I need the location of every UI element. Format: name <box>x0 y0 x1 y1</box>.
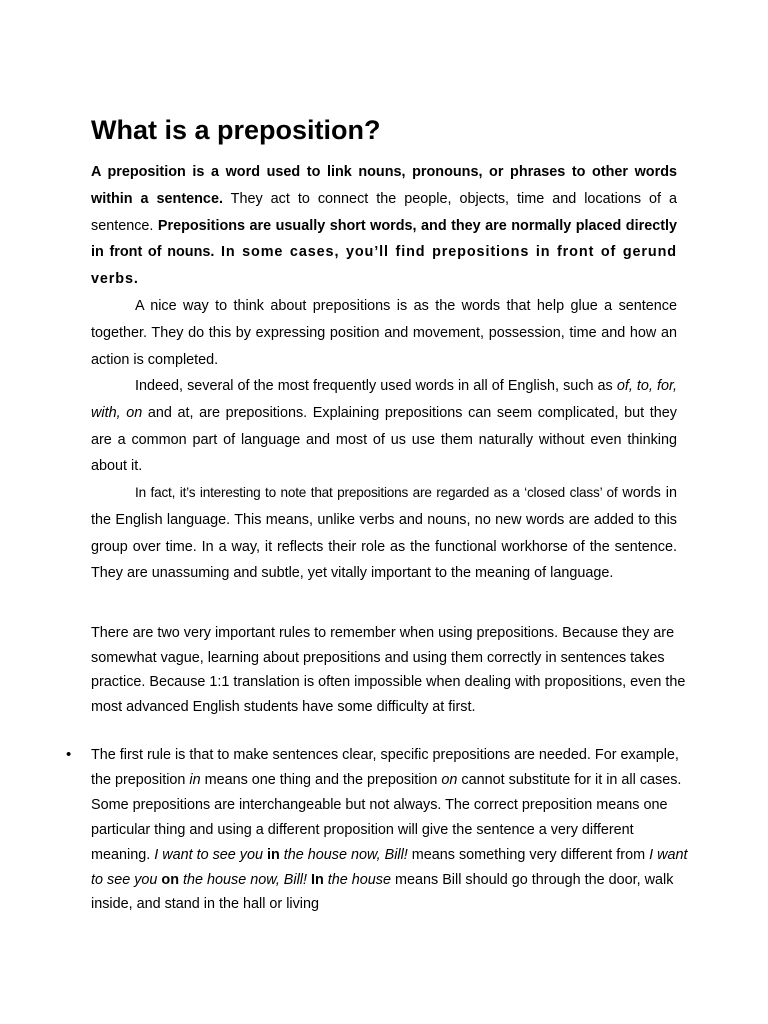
page-title: What is a preposition? <box>91 115 381 145</box>
intro-bold-gerund: In some cases, you’ll find prepositions in front of gerund verbs. <box>91 244 677 288</box>
rule-text-2: means one thing and the preposition <box>200 771 442 788</box>
example-italic-5: the house <box>323 871 392 888</box>
closed-class-text: words in the English language. This means, unlike verbs and nouns, no new words are added to this group over time. In a way, it reflects their role as the functional workhorse of the sentence. They are unassuming and subtle, yet vitally important to the meaning of language. <box>91 485 677 582</box>
intro-paragraph <box>91 159 677 293</box>
example-italic-2: the house now, Bill! <box>279 846 408 863</box>
frequent-text-1: Indeed, several of the most frequently used words in all of English, such as <box>135 378 617 394</box>
example-bold-on: on <box>161 871 179 888</box>
glue-paragraph: A nice way to think about prepositions is as the words that help glue a sentence together. They do this by expressing position and movement, possession, time and how an action is completed. <box>91 298 677 368</box>
frequent-text-2: and at, are prepositions. Explaining prepositions can seem complicated, but they are a common part of language and most of us use them naturally without even thinking about it. <box>91 404 677 475</box>
intro-bold-rule: Prepositions are usually short words, and they are normally placed directly in front of nouns. <box>91 217 677 261</box>
intro-bold-definition: A preposition is a word used to link nouns, pronouns, or phrases to other words within a sentence. <box>91 164 677 207</box>
first-rule-item <box>91 743 691 917</box>
rule-italic-on: on <box>441 771 458 788</box>
rules-paragraph: There are two very important rules to remember when using prepositions. Because they are somewhat vague, learning about prepositions and using them correctly in sentences takes practice. Because 1:1 translation is often impossible when dealing with propositions, even the most advanced English students have some difficulty at first. <box>91 625 686 715</box>
example-bold-in: in <box>267 846 280 863</box>
rule-text-1: The first rule is that to make sentences clear, specific prepositions are needed. For example, the preposition <box>91 747 679 788</box>
example-italic-4: the house now, Bill! <box>179 871 307 888</box>
rule-text-3: cannot substitute for it in all cases. Some prepositions are interchangeable but not always. The correct preposition means one particular thing and using a different proposition will give the sentence a very different meaning. <box>91 771 682 863</box>
intro-text: They act to connect the people, objects, time and locations of a sentence. <box>91 190 678 234</box>
rule-italic-in: in <box>189 771 201 788</box>
frequent-words-paragraph <box>91 373 677 480</box>
example-italic-3: I want to see you <box>91 846 688 888</box>
rule-text-4: means something very different from <box>407 846 650 863</box>
rule-text-5: means Bill should go through the door, walk inside, and stand in the hall or living <box>91 871 674 913</box>
closed-class-lead: In fact, it’s interesting to note that prepositions are regarded as a ‘closed class’ of <box>135 485 618 500</box>
bullet-marker: • <box>66 746 72 763</box>
example-bold-in-2: In <box>307 871 324 888</box>
closed-class-paragraph <box>91 480 677 587</box>
frequent-italic-list: of, to, for, with, on <box>91 378 677 421</box>
example-italic-1: I want to see you <box>154 846 267 863</box>
